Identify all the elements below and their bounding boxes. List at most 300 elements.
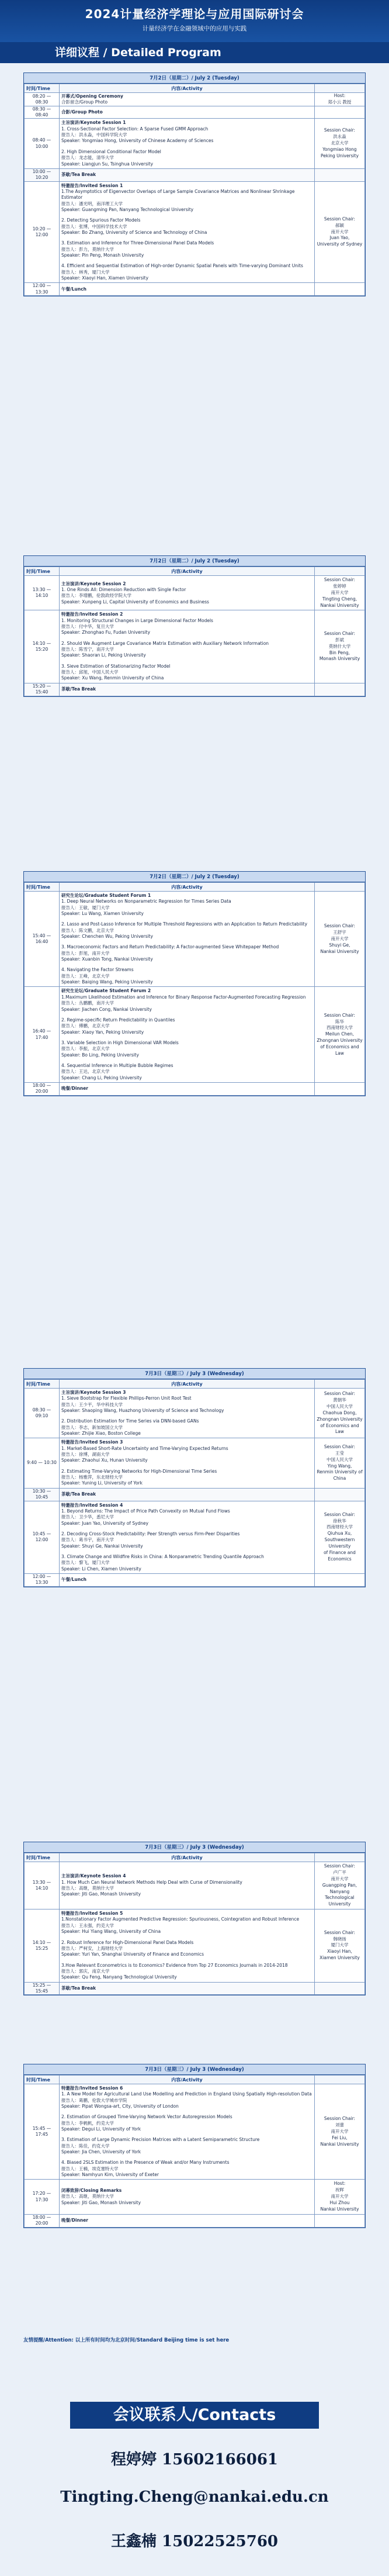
- chair-line: Host:: [334, 2181, 346, 2187]
- activity-cell: [60, 1082, 315, 1095]
- activity-line: 1. Market-Based Short-Rate Uncertainty and Time-Varying Expected Returns: [61, 1445, 228, 1451]
- chair-cell: [315, 168, 365, 181]
- activity-line: 报告人：龙志能，清华大学: [61, 155, 114, 161]
- line-gap: [61, 1035, 312, 1040]
- day-block: [23, 2064, 366, 2228]
- activity-line: 2. Regime-specific Return Predictability in Quantiles: [61, 1017, 175, 1023]
- time-cell: 12:00 — 13:30: [25, 283, 60, 296]
- activity-column-header: 内容/Activity: [60, 567, 315, 576]
- activity-line: 2. Distribution Estimation for Time Series via DNN-based GANs: [61, 1418, 199, 1424]
- activity-line: Speaker: Qu Feng, Nanyang Technological University: [61, 1974, 177, 1980]
- activity-line: 报告人：严柯安，上海财经大学: [61, 1945, 123, 1951]
- time-cell: 15:45 — 17:45: [25, 2084, 60, 2180]
- activity-line: 2. Estimation of Grouped Time-Varying Network Vector Autoregression Models: [61, 2114, 232, 2120]
- chair-line: Session Chair:: [324, 630, 356, 636]
- chair-cell: [315, 106, 365, 119]
- line-gap: [61, 2132, 312, 2137]
- time-cell: 10:20 — 12:00: [25, 181, 60, 283]
- chair-column-header: [315, 567, 365, 576]
- table-header-row: [25, 2076, 365, 2084]
- conference-title: 2024计量经济学理论与应用国际研讨会: [85, 7, 304, 21]
- activity-line: 报告人：傅鹏，北京大学: [61, 1023, 110, 1029]
- chair-line: Nankai University: [320, 602, 359, 608]
- activity-cell: [60, 106, 315, 119]
- session-title: 特邀报告/Invited Session 2: [61, 612, 123, 617]
- line-gap: [61, 1549, 312, 1554]
- time-cell: 10:00 — 10:20: [25, 168, 60, 181]
- chair-line: Xiamen University: [319, 1955, 360, 1961]
- chair-line: Session Chair:: [324, 1012, 356, 1018]
- activity-line: Speaker: Jiti Gao, Monash University: [61, 2199, 141, 2205]
- activity-line: 3. Estimation of Large Dynamic Precision Matrices with a Latent Semiparametric Structure: [61, 2137, 260, 2143]
- table-row: [25, 987, 365, 1082]
- chair-line: 西南财经大学: [327, 1524, 353, 1530]
- chair-line: Session Chair:: [324, 1929, 356, 1935]
- table-row: [25, 576, 365, 610]
- activity-line: Speaker: Shuyi Ge, Nankai University: [61, 1543, 143, 1549]
- chair-line: Nanyang Technological: [325, 1888, 355, 1901]
- table-row: [25, 119, 365, 168]
- chair-line: 彭斌: [335, 637, 344, 643]
- title-block: [0, 5, 389, 33]
- chair-column-header: [315, 883, 365, 892]
- activity-cell: [60, 1862, 315, 1909]
- activity-line: 报告人：陈雪宁，南开大学: [61, 647, 114, 652]
- activity-line: 1. How Much Can Neural Network Methods Help Deal with Curse of Dimensionality: [61, 1879, 242, 1885]
- chair-line: 王莹: [335, 1450, 344, 1456]
- activity-line: Speaker: Juan Yao, University of Sydney: [61, 1520, 149, 1526]
- contact-name-phone-1: 程婷婷 15602166061: [110, 2451, 279, 2468]
- activity-line: Speaker: Namhyun Kim, University of Exeter: [61, 2172, 159, 2178]
- activity-line: Speaker: Zhijie Xiao, Boston College: [61, 1431, 141, 1437]
- chair-line: Law: [335, 1429, 344, 1435]
- line-gap: [61, 659, 312, 664]
- line-gap: [61, 2155, 312, 2160]
- chair-line: China: [333, 1476, 346, 1482]
- time-cell: 13:30 — 14:10: [25, 576, 60, 610]
- time-cell: 14:10 — 15:25: [25, 1909, 60, 1982]
- activity-column-header: 内容/Activity: [60, 1380, 315, 1389]
- activity-line: 2. Decoding Cross-Stock Predictability: Peer Strength versus Firm-Peer Disparities: [61, 1531, 240, 1536]
- activity-cell: [60, 168, 315, 181]
- activity-cell: [60, 119, 315, 168]
- activity-line: 2. Robust Inference for High-Dimensional Panel Data Models: [61, 1939, 194, 1945]
- time-column-header: 时间/Time: [25, 1380, 60, 1389]
- table-row: [25, 1982, 365, 1995]
- day-block: [23, 555, 366, 697]
- activity-line: 2. Should We Augment Large Covariance Matrix Estimation with Auxiliary Network Information: [61, 640, 269, 646]
- session-title: 午餐/Lunch: [61, 286, 86, 292]
- activity-line: 1. Cross-Sectional Factor Selection: A Sparse Fused GMM Approach: [61, 126, 209, 132]
- activity-cell: [60, 1501, 315, 1573]
- activity-line: Speaker: Xiaoyi Han, Xiamen University: [61, 275, 149, 281]
- activity-cell: [60, 1438, 315, 1488]
- chair-line: 北京大学: [331, 140, 349, 146]
- chair-cell: [315, 119, 365, 168]
- activity-line: 1.Nonstationary Factor Augmented Predictive Regression: Spuriousness, Cointegration and Robust Inference: [61, 1917, 300, 1922]
- chair-cell: [315, 2084, 365, 2180]
- activity-line: 报告人：彭旭，南开大学: [61, 950, 110, 956]
- chair-line: Qiuhua Xu,: [327, 1531, 352, 1536]
- activity-cell: [60, 576, 315, 610]
- line-gap: [61, 1958, 312, 1963]
- day-block: [23, 1842, 366, 1995]
- table-row: [25, 168, 365, 181]
- chair-line: Nankai University: [320, 2141, 359, 2147]
- session-title: 晚餐/Dinner: [61, 1086, 88, 1092]
- activity-line: Speaker: Degui Li, University of York: [61, 2126, 141, 2132]
- day-block: [23, 1368, 366, 1587]
- day-title: 7月3日（星期三）/ July 3 (Wednesday): [24, 1369, 365, 1379]
- chair-line: Law: [335, 1050, 344, 1056]
- time-column-header: 时间/Time: [25, 1853, 60, 1862]
- chair-cell: [315, 1909, 365, 1982]
- contact-email: Tingting.Cheng@nankai.edu.cn: [60, 2488, 329, 2506]
- activity-cell: [60, 2180, 315, 2214]
- chair-cell: [315, 1438, 365, 1488]
- table-header-row: [25, 84, 365, 93]
- activity-line: 4. Efficient and Sequential Estimation of High-order Dynamic Spatial Panels with Time-varying Dominant Units: [61, 263, 303, 269]
- chair-cell: [315, 1389, 365, 1438]
- activity-line: 报告人：洪永淼，中国科学院大学: [61, 132, 127, 138]
- time-cell: 08:20 — 08:30: [25, 93, 60, 106]
- session-title: 茶歇/Tea Break: [61, 1985, 96, 1991]
- chair-line: 韩晓扬: [333, 1936, 346, 1942]
- line-gap: [61, 1464, 312, 1469]
- time-cell: 15:20 — 15:40: [25, 683, 60, 696]
- activity-line: 1. Beyond Returns: The Impact of Price Path Convexity on Mutual Fund Flows: [61, 1508, 230, 1514]
- table-row: [25, 106, 365, 119]
- activity-line: 1.The Asymptotics of Eigenvector Overlaps of Large Sample Covariance Matrices and Nonlinear Shrinkage Estimator: [61, 188, 295, 201]
- table-header-row: [25, 1853, 365, 1862]
- day-title: 7月3日（星期三）/ July 3 (Wednesday): [24, 1842, 365, 1853]
- day-title: 7月2日（星期二）/ July 2 (Tuesday): [24, 73, 365, 84]
- table-row: [25, 181, 365, 283]
- activity-line: Speaker: Jiachen Cong, Nankai University: [61, 1006, 152, 1012]
- table-row: [25, 1573, 365, 1586]
- session-title: 特邀报告/Invited Session 4: [61, 1502, 123, 1508]
- activity-line: 报告人：卫少华，悉尼大学: [61, 1514, 114, 1520]
- activity-line: 报告人：王敏，厦门大学: [61, 904, 110, 910]
- day-title: 7月2日（星期二）/ July 2 (Tuesday): [24, 556, 365, 567]
- chair-line: 洪永淼: [333, 134, 346, 140]
- chair-column-header: [315, 1853, 365, 1862]
- conference-subtitle: 计量经济学在金融领域中的应用与实践: [142, 25, 247, 32]
- chair-line: Southwestern University: [324, 1537, 355, 1549]
- activity-line: Speaker: Xuanbin Tong, Nankai University: [61, 956, 153, 962]
- session-title: 午餐/Lunch: [61, 1577, 86, 1583]
- chair-line: 中国人民大学: [327, 1403, 353, 1409]
- activity-line: 报告人：李帆帆，约克大学: [61, 2120, 114, 2126]
- day-block: [23, 871, 366, 1096]
- table-row: [25, 1909, 365, 1982]
- chair-line: 陈华: [335, 1018, 344, 1024]
- activity-cell: [60, 181, 315, 283]
- line-gap: [61, 2109, 312, 2114]
- schedule-table: [24, 1379, 365, 1587]
- table-row: [25, 1501, 365, 1573]
- activity-line: 报告人：王少平，华中科技大学: [61, 1401, 123, 1407]
- activity-line: Speaker: Pipat Wongsa-art, City, University of London: [61, 2104, 179, 2109]
- chair-cell: [315, 1982, 365, 1995]
- activity-line: 报告人：王楠，埃克塞特大学: [61, 2166, 119, 2171]
- activity-line: 报告人：徐博，湖南大学: [61, 1452, 110, 1458]
- time-cell: 9:40 — 10:30: [25, 1438, 60, 1488]
- activity-line: Speaker: Yuning Li, University of York: [61, 1480, 143, 1486]
- time-column-header: 时间/Time: [25, 2076, 60, 2084]
- chair-line: of Economics and: [320, 1044, 359, 1050]
- activity-line: 报告人：陈文鹏，北京大学: [61, 927, 114, 933]
- chair-line: Zhongnan University: [317, 1416, 363, 1422]
- activity-line: 报告人：彭力，莫纳什大学: [61, 246, 114, 252]
- table-row: [25, 2084, 365, 2180]
- activity-line: Speaker: Jiti Gao, Monash University: [61, 1891, 141, 1897]
- activity-line: 1.Maximum Likelihood Estimation and Inference for Binary Response Factor-Augmented Forecasting Regression: [61, 994, 306, 1000]
- session-title: 主旨演讲/Keynote Session 2: [61, 581, 126, 586]
- session-title: 特邀报告/Invited Session 3: [61, 1439, 123, 1445]
- table-row: [25, 683, 365, 696]
- chair-line: of Economics and: [320, 1422, 359, 1428]
- line-gap: [61, 236, 312, 240]
- schedule-table: [24, 84, 365, 296]
- activity-column-header: 内容/Activity: [60, 1853, 315, 1862]
- activity-cell: [60, 610, 315, 683]
- chair-line: 莫纳什大学: [328, 643, 351, 649]
- activity-line: 1. Monitoring Structural Changes in Large Dimensional Factor Models: [61, 617, 213, 623]
- activity-line: Speaker: Xu Wang, Renmin University of China: [61, 675, 164, 681]
- chair-line: 南开大学: [331, 1876, 349, 1881]
- activity-line: 1. Deep Neural Networks on Nonparametric Regression for Times Series Data: [61, 899, 231, 904]
- chair-line: Fei Liu,: [332, 2135, 348, 2140]
- chair-line: University: [328, 1901, 351, 1907]
- activity-cell: [60, 892, 315, 987]
- activity-line: 3. Estimation and Inference for Three-Dimensional Panel Data Models: [61, 240, 214, 246]
- activity-line: Speaker: Xiaoy Yan, Peking University: [61, 1029, 144, 1035]
- chair-line: Shuyi Ge,: [329, 942, 350, 948]
- activity-cell: [60, 1909, 315, 1982]
- chair-cell: [315, 181, 365, 283]
- chair-line: Session Chair:: [324, 577, 356, 582]
- chair-line: Session Chair:: [324, 2116, 356, 2122]
- activity-line: 合影留念/Group Photo: [61, 99, 108, 105]
- activity-line: 报告人：王永强，约克大学: [61, 1922, 114, 1928]
- activity-line: 报告人：王达，北京大学: [61, 1069, 110, 1075]
- activity-line: Speaker: Bo Zhang, University of Science and Technology of China: [61, 229, 207, 235]
- activity-column-header: 内容/Activity: [60, 883, 315, 892]
- chair-line: Juan Yao,: [329, 235, 350, 241]
- activity-cell: [60, 93, 315, 106]
- table-row: [25, 1438, 365, 1488]
- line-gap: [61, 962, 312, 967]
- chair-line: 卢广平: [333, 1869, 346, 1875]
- chair-line: 南开大学: [331, 2128, 349, 2134]
- chair-line: University of Sydney: [317, 241, 363, 247]
- chair-line: 西南财经大学: [327, 1025, 353, 1031]
- chair-line: 郝颖: [335, 222, 344, 228]
- activity-line: 报告人：陈佳，约克大学: [61, 2143, 110, 2149]
- activity-line: 报告人：李增鹏，伦敦政经学院大学: [61, 593, 131, 599]
- activity-line: Speaker: Li Chen, Xiamen University: [61, 1566, 141, 1572]
- table-row: [25, 2214, 365, 2227]
- chair-column-header: [315, 2076, 365, 2084]
- activity-line: Speaker: Yuri Yan, Shanghai University of Finance and Economics: [61, 1952, 204, 1957]
- activity-line: 报告人：黎飞，厦门大学: [61, 1560, 110, 1566]
- activity-line: 2. Lasso and Post-Lasso Inference for Multiple Threshold Regressions with an Application to Return Predictability: [61, 921, 308, 927]
- chair-line: 黄朝华: [333, 1397, 346, 1403]
- activity-cell: [60, 2084, 315, 2180]
- chair-line: Session Chair:: [324, 1444, 356, 1449]
- activity-line: Speaker: Bo Ling, Peking University: [61, 1052, 139, 1058]
- activity-line: Speaker: Liangjun Su, Tsinghua University: [61, 161, 154, 167]
- time-cell: 10:30 — 10:45: [25, 1488, 60, 1501]
- activity-line: 2. Estimating Time-Varying Networks for High-Dimensional Time Series: [61, 1468, 217, 1474]
- activity-line: 4. Biased 2SLS Estimation in the Presence of Weak and/or Many Instruments: [61, 2160, 230, 2166]
- table-row: [25, 1862, 365, 1909]
- activity-line: 2. High Dimensional Conditional Factor Model: [61, 149, 161, 154]
- activity-line: Speaker: Jia Chen, University of York: [61, 2149, 141, 2155]
- line-gap: [61, 1058, 312, 1063]
- chair-line: of Finance and: [324, 1549, 356, 1555]
- activity-line: 报告人：高继，莫纳什大学: [61, 2194, 114, 2199]
- chair-cell: [315, 93, 365, 106]
- chair-cell: [315, 2214, 365, 2227]
- table-header-row: [25, 883, 365, 892]
- time-cell: 10:45 — 12:00: [25, 1501, 60, 1573]
- time-column-header: 时间/Time: [25, 883, 60, 892]
- activity-line: Speaker: Zhaohui Xu, Hunan University: [61, 1458, 148, 1463]
- activity-cell: [60, 1573, 315, 1586]
- activity-line: 4. Navigating the Factor Streams: [61, 967, 134, 973]
- activity-line: 报告人：潘光明，南洋理工大学: [61, 201, 123, 206]
- table-row: [25, 1082, 365, 1095]
- chair-cell: [315, 2180, 365, 2214]
- chair-line: Guangping Pan,: [322, 1882, 357, 1888]
- day-title: 7月2日（星期二）/ July 2 (Tuesday): [24, 872, 365, 882]
- session-title: 特邀报告/Invited Session 5: [61, 1911, 123, 1917]
- activity-cell: [60, 683, 315, 696]
- chair-cell: [315, 987, 365, 1082]
- schedule-table: [24, 2075, 365, 2228]
- time-cell: 08:30 — 08:40: [25, 106, 60, 119]
- session-title: 主旨演讲/Keynote Session 1: [61, 120, 126, 126]
- chair-line: Zhongnan University: [317, 1038, 363, 1044]
- schedule-table: [24, 882, 365, 1096]
- chair-line: 南开大学: [331, 229, 349, 234]
- schedule-table: [24, 1853, 365, 1995]
- session-title: 研究生论坛/Graduate Student Forum 2: [61, 988, 151, 994]
- activity-line: 报告人：郭庆，南京大学: [61, 1968, 110, 1974]
- chair-cell: [315, 1573, 365, 1586]
- line-gap: [61, 1527, 312, 1531]
- session-title: 特邀报告/Invited Session 6: [61, 2085, 123, 2091]
- activity-line: 4. Sequential Inference in Multiple Bubble Regimes: [61, 1062, 173, 1068]
- session-title: 闭幕致辞/Closing Remarks: [61, 2188, 122, 2194]
- activity-line: 1. Sieve Bootstrap for Flexible Phillips-Perron Unit Root Test: [61, 1396, 192, 1401]
- schedule-table: [24, 567, 365, 696]
- time-cell: 13:30 — 14:10: [25, 1862, 60, 1909]
- time-cell: 16:40 — 17:40: [25, 987, 60, 1082]
- activity-line: 报告人：王峰，北京大学: [61, 973, 110, 979]
- line-gap: [61, 144, 312, 149]
- activity-line: 报告人：高继，莫纳什大学: [61, 1886, 114, 1891]
- line-gap: [61, 1414, 312, 1418]
- activity-line: Speaker: Xunpeng Li, Capital University of Economics and Business: [61, 599, 209, 605]
- program-section-title: 详细议程 / Detailed Program: [0, 42, 389, 63]
- session-title: 开幕式/Opening Ceremony: [61, 93, 123, 99]
- contact-name-phone-2: 王鑫楠 15022525760: [110, 2533, 279, 2550]
- activity-line: 报告人：林秀，厦门大学: [61, 269, 110, 275]
- activity-line: 报告人：丛鹏鹏，南开大学: [61, 1000, 114, 1006]
- session-title: 合影/Group Photo: [61, 109, 103, 115]
- chair-line: Chaohua Dong,: [322, 1410, 357, 1415]
- time-cell: 08:40 — 10:00: [25, 119, 60, 168]
- activity-cell: [60, 2214, 315, 2227]
- session-title: 特邀报告/Invited Session 1: [61, 182, 123, 188]
- activity-line: Speaker: Chang Li, Peking University: [61, 1075, 142, 1080]
- time-column-header: 时间/Time: [25, 84, 60, 93]
- session-title: 主旨演讲/Keynote Session 4: [61, 1873, 126, 1879]
- chair-line: Peking University: [320, 153, 359, 158]
- chair-cell: [315, 1501, 365, 1573]
- chair-cell: [315, 683, 365, 696]
- activity-line: Speaker: Yongmiao Hong, University of Chinese Academy of Sciences: [61, 138, 214, 144]
- activity-line: 3. Variable Selection in High Dimensional VAR Models: [61, 1040, 179, 1045]
- chair-line: Session Chair:: [324, 1863, 356, 1869]
- line-gap: [61, 940, 312, 944]
- line-gap: [61, 917, 312, 921]
- session-title: 研究生论坛/Graduate Student Forum 1: [61, 893, 151, 898]
- activity-line: 2. Detecting Spurious Factor Models: [61, 217, 141, 223]
- activity-line: 报告人：葛书宇，南开大学: [61, 1537, 114, 1543]
- activity-line: 报告人：葛鹏，伦敦大学城市学院: [61, 2097, 127, 2103]
- chair-cell: [315, 283, 365, 296]
- activity-line: Speaker: Lu Wang, Xiamen University: [61, 911, 144, 917]
- time-column-header: 时间/Time: [25, 567, 60, 576]
- activity-line: Speaker: Pin Peng, Monash University: [61, 252, 144, 258]
- table-header-row: [25, 567, 365, 576]
- chair-line: Renmin University of: [317, 1469, 363, 1475]
- chair-line: Session Chair:: [324, 923, 356, 929]
- chair-cell: [315, 1862, 365, 1909]
- activity-line: 1. A New Model for Agricultural Land Use Modelling and Prediction in England Using Spatially High-resolution Data: [61, 2091, 312, 2097]
- line-gap: [61, 1013, 312, 1017]
- chair-cell: [315, 1082, 365, 1095]
- time-cell: 12:00 — 13:30: [25, 1573, 60, 1586]
- chair-line: 郑小云 教授: [328, 99, 352, 105]
- line-gap: [61, 258, 312, 263]
- activity-line: 3. Sieve Estimation of Stationarizing Factor Model: [61, 663, 171, 669]
- activity-cell: [60, 987, 315, 1082]
- chair-line: Session Chair:: [324, 216, 356, 222]
- chair-line: Meilun Chen,: [325, 1031, 354, 1037]
- contacts-title: 会议联系人/Contacts: [70, 2402, 319, 2429]
- activity-line: Speaker: Shaoping Wang, Huazhong University of Science and Technology: [61, 1408, 224, 1414]
- line-gap: [61, 636, 312, 641]
- activity-line: Speaker: Zhonghao Fu, Fudan University: [61, 630, 151, 636]
- activity-line: 报告人：邱旭，中国人民大学: [61, 669, 119, 675]
- line-gap: [61, 1935, 312, 1940]
- session-title: 主旨演讲/Keynote Session 3: [61, 1390, 126, 1395]
- activity-line: 报告人：杨雅萍，东北财经大学: [61, 1475, 123, 1480]
- time-cell: 14:10 — 15:20: [25, 610, 60, 683]
- chair-line: Session Chair:: [324, 127, 356, 133]
- chair-line: 中国人民大学: [327, 1456, 353, 1462]
- time-cell: 18:00 — 20:00: [25, 2214, 60, 2227]
- chair-cell: [315, 610, 365, 683]
- time-cell: 18:00 — 20:00: [25, 1082, 60, 1095]
- time-cell: 08:30 — 09:10: [25, 1389, 60, 1438]
- activity-cell: [60, 1982, 315, 1995]
